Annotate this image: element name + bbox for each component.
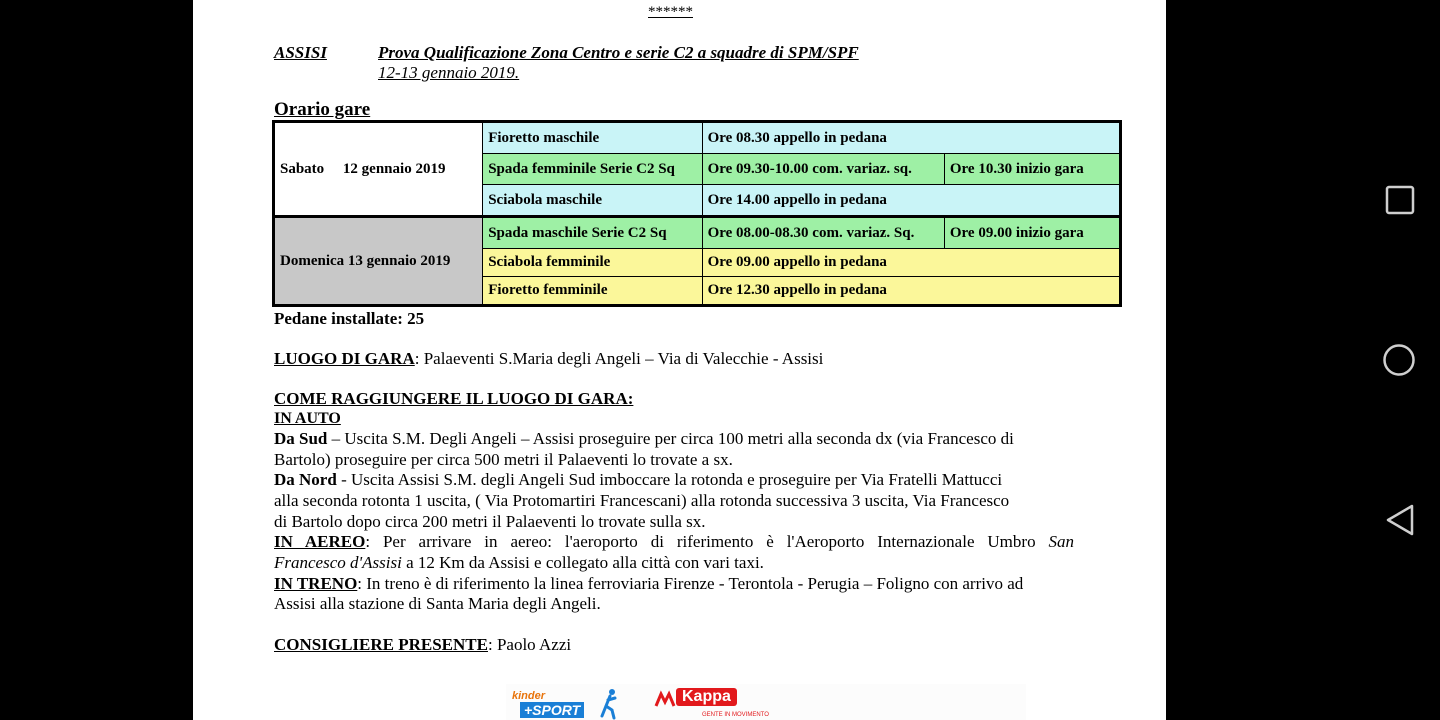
kinder-text: kinder (512, 690, 546, 702)
event-cell: Spada femminile Serie C2 Sq (483, 154, 702, 185)
event-cell: Fioretto maschile (483, 122, 702, 154)
luogo-label: LUOGO DI GARA (274, 349, 415, 368)
time-cell: Ore 08.30 appello in pedana (702, 122, 1120, 154)
da-nord-line-2: alla seconda rotonta 1 uscita, ( Via Protomartiri Francescani) alla rotonda successiva 3 uscita, Via Francesco (274, 491, 1010, 510)
aereo-text: : Per arrivare in aereo: l'aeroporto di riferimento è l'Aeroporto Internazionale Umbro (365, 532, 1049, 551)
treno-line-1 (274, 574, 1023, 594)
da-nord-line-1 (274, 470, 1002, 490)
kappa-logo (654, 688, 784, 720)
circle-home-icon[interactable] (1382, 343, 1416, 377)
table-row (274, 217, 1121, 249)
kinder-sport-text: +SPORT (520, 702, 584, 718)
time-cell: Ore 12.30 appello in pedana (702, 277, 1120, 306)
runner-icon (598, 688, 618, 720)
sponsor-logos (506, 684, 1026, 720)
in-auto-label: IN AUTO (274, 410, 341, 427)
kappa-tagline: GENTE IN MOVIMENTO (702, 712, 769, 718)
orario-heading: Orario gare (274, 99, 371, 120)
kappa-text: Kappa (676, 688, 737, 706)
consigliere-value: : Paolo Azzi (487, 635, 572, 654)
aereo-line-1 (274, 532, 1074, 552)
separator-stars: ****** (648, 4, 693, 20)
kappa-figures-icon (654, 690, 676, 708)
luogo-line (274, 349, 823, 369)
aereo-italic: San (1048, 532, 1074, 551)
time-cell: Ore 09.30-10.00 com. variaz. sq. (702, 154, 944, 185)
come-heading: COME RAGGIUNGERE IL LUOGO DI GARA: (274, 389, 634, 408)
event-cell: Fioretto femminile (483, 277, 702, 306)
luogo-value: : Palaeventi S.Maria degli Angeli – Via di Valecchie - Assisi (414, 349, 824, 368)
aereo-text-2: a 12 Km da Assisi e collegato alla città con vari taxi. (401, 553, 764, 572)
pedane-text: Pedane installate: 25 (274, 309, 425, 328)
time-cell: Ore 14.00 appello in pedana (702, 185, 1120, 217)
document-page (193, 0, 1166, 720)
aereo-line-2 (274, 553, 764, 573)
treno-text: : In treno è di riferimento la linea ferroviaria Firenze - Terontola - Perugia – Foligno con arrivo ad (357, 574, 1024, 593)
triangle-back-icon[interactable] (1384, 503, 1416, 537)
aereo-italic-2: Francesco d'Assisi (274, 553, 402, 572)
event-cell: Sciabola femminile (483, 249, 702, 277)
event-cell: Spada maschile Serie C2 Sq (483, 217, 702, 249)
consigliere-line (274, 635, 571, 655)
day-saturday: Sabato 12 gennaio 2019 (274, 122, 483, 217)
time-cell: Ore 09.00 appello in pedana (702, 249, 1120, 277)
da-nord-text: - Uscita Assisi S.M. degli Angeli Sud imboccare la rotonda e proseguire per Via Fratelli Mattucci (336, 470, 1003, 489)
event-title: Prova Qualificazione Zona Centro e serie C2 a squadre di SPM/SPF (378, 43, 859, 62)
extra-cell: Ore 09.00 inizio gara (944, 217, 1120, 249)
extra-cell: Ore 10.30 inizio gara (944, 154, 1120, 185)
square-recents-icon[interactable] (1385, 185, 1415, 215)
time-cell: Ore 08.00-08.30 com. variaz. Sq. (702, 217, 944, 249)
da-sud-line-2: Bartolo) proseguire per circa 500 metri il Palaeventi lo trovate a sx. (274, 450, 733, 469)
city-heading: ASSISI (274, 43, 327, 62)
treno-line-2: Assisi alla stazione di Santa Maria degli Angeli. (274, 594, 601, 613)
schedule-table (272, 120, 1122, 307)
da-sud-label: Da Sud (274, 429, 328, 448)
da-nord-line-3: di Bartolo dopo circa 200 metri il Palaeventi lo trovate sulla sx. (274, 512, 706, 531)
event-cell: Sciabola maschile (483, 185, 702, 217)
event-dates: 12-13 gennaio 2019. (378, 63, 520, 82)
aereo-label: IN AEREO (274, 532, 366, 551)
consigliere-label: CONSIGLIERE PRESENTE (274, 635, 488, 654)
da-sud-text: – Uscita S.M. Degli Angeli – Assisi proseguire per circa 100 metri alla seconda dx (via Francesco di (327, 429, 1014, 448)
table-row (274, 122, 1121, 154)
day-sunday: Domenica 13 gennaio 2019 (274, 217, 483, 306)
da-nord-label: Da Nord (274, 470, 337, 489)
da-sud-line-1 (274, 429, 1014, 449)
kinder-sport-logo (510, 688, 620, 720)
treno-label: IN TRENO (274, 574, 358, 593)
